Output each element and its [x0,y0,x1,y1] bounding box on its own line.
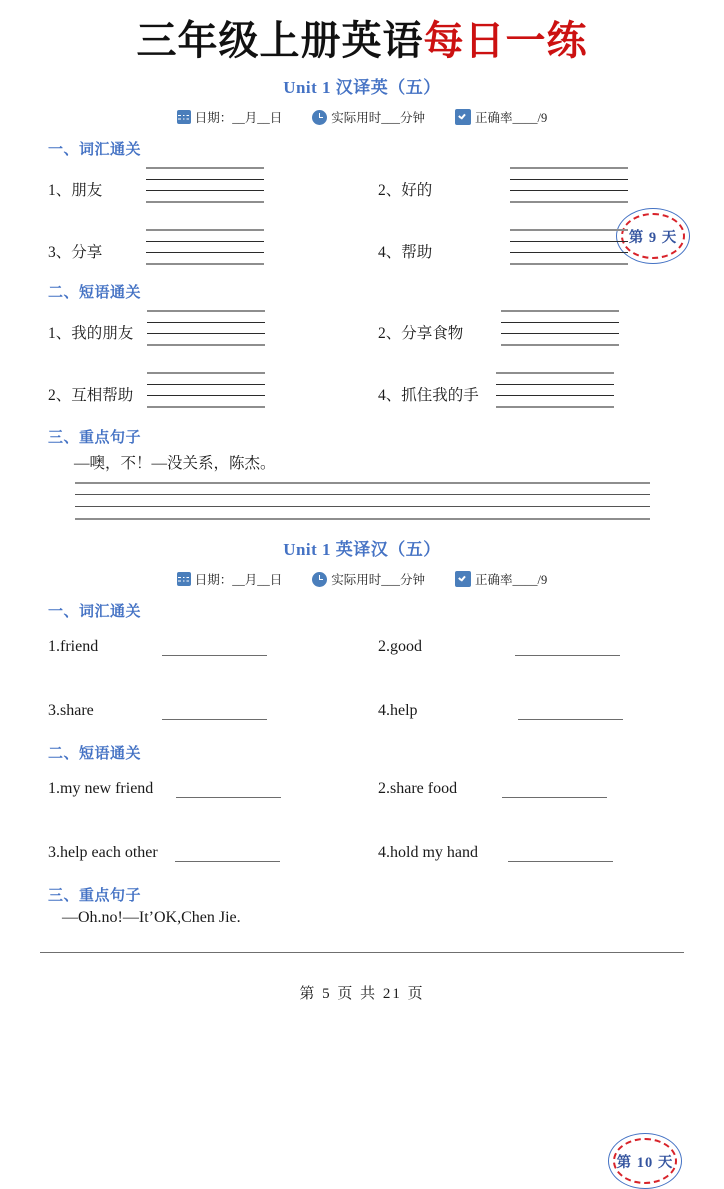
date-label: 日期：__月__日 [194,573,283,587]
sentence-text: —噢，不！—没关系，陈杰。 [74,455,276,472]
part-vocabulary-2 [0,600,724,720]
part-heading: 三、重点句子 [48,429,142,446]
part-phrases-2 [0,742,724,862]
item-label: 3.help each other [48,844,158,861]
writing-guide[interactable] [510,161,628,205]
writing-guide[interactable] [510,223,628,267]
calendar-icon [177,110,191,124]
meta-time [312,108,425,126]
calendar-icon [177,572,191,586]
answer-blank[interactable] [175,835,280,862]
item-cell [378,693,698,720]
answer-blank[interactable] [515,629,620,656]
item-label: 1、我的朋友 [48,325,134,342]
footer-divider [40,952,684,953]
item-cell [48,771,378,798]
date-label: 日期：__月__日 [194,111,283,125]
item-row [0,161,724,205]
check-box-icon [455,571,471,587]
meta-accuracy [455,570,547,588]
item-cell [378,366,698,410]
item-cell [48,629,378,656]
accuracy-label: 正确率____/9 [475,573,548,587]
page-title [0,0,724,64]
item-cell [378,771,698,798]
clock-icon [312,110,327,125]
meta-date [177,570,283,588]
page-title-red: 每日一练 [423,18,588,63]
check-box-icon [455,109,471,125]
part-heading: 三、重点句子 [48,887,142,904]
item-row [0,835,724,862]
part-sentence-2 [0,884,724,927]
page-number: 第 5 页 共 21 页 [299,986,425,1002]
item-row [0,366,724,410]
answer-blank[interactable] [176,771,281,798]
part-phrases-1 [0,281,724,410]
answer-blank[interactable] [502,771,607,798]
item-label: 2.good [378,638,422,655]
part-heading: 一、词汇通关 [48,141,142,158]
sentence-text: —Oh.no!—It’OK,Chen Jie. [62,909,241,926]
item-cell [378,835,698,862]
writing-guide[interactable] [146,223,264,267]
clock-icon [312,572,327,587]
item-row [0,693,724,720]
item-label: 1、朋友 [48,182,103,199]
meta-date [177,108,283,126]
item-label: 4、抓住我的手 [378,387,479,404]
day-stamp [608,1133,682,1189]
stamp-text: 第 10 天 [616,1154,674,1171]
item-cell [48,693,378,720]
item-cell [48,304,378,348]
item-label: 3.share [48,702,94,719]
unit-heading: Unit 1 英译汉（五） [283,540,441,559]
item-cell [48,366,378,410]
answer-blank[interactable] [162,629,267,656]
time-label: 实际用时___分钟 [331,573,426,587]
meta-row [0,570,724,588]
part-heading: 二、短语通关 [48,745,142,762]
part-sentence-1 [0,426,724,523]
unit-section-1 [0,73,724,523]
writing-guide-wide[interactable] [75,479,650,523]
item-label: 4、帮助 [378,244,433,261]
item-label: 4.help [378,702,418,719]
writing-guide[interactable] [147,366,265,410]
page-title-black: 三年级上册英语 [136,18,424,63]
stamp-text: 第 9 天 [628,229,678,246]
writing-guide[interactable] [146,161,264,205]
meta-time [312,570,425,588]
item-cell [48,161,378,205]
item-label: 1.my new friend [48,780,154,797]
part-vocabulary-1 [0,138,724,267]
meta-accuracy [455,108,547,126]
item-cell [378,629,698,656]
item-label: 3、分享 [48,244,103,261]
item-label: 2、互相帮助 [48,387,134,404]
part-heading: 二、短语通关 [48,284,142,301]
item-label: 2.share food [378,780,458,797]
meta-row [0,108,724,126]
unit-heading: Unit 1 汉译英（五） [283,78,441,97]
item-cell [48,223,378,267]
accuracy-label: 正确率____/9 [475,111,548,125]
item-label: 2、好的 [378,182,433,199]
item-label: 1.friend [48,638,99,655]
part-heading: 一、词汇通关 [48,603,142,620]
item-label: 4.hold my hand [378,844,478,861]
answer-blank[interactable] [508,835,613,862]
item-label: 2、分享食物 [378,325,464,342]
item-row [0,629,724,656]
item-row [0,223,724,267]
writing-guide[interactable] [496,366,614,410]
item-row [0,771,724,798]
time-label: 实际用时___分钟 [331,111,426,125]
answer-blank[interactable] [162,693,267,720]
writing-guide[interactable] [501,304,619,348]
item-cell [378,161,698,205]
answer-blank[interactable] [518,693,623,720]
item-cell [48,835,378,862]
item-row [0,304,724,348]
writing-guide[interactable] [147,304,265,348]
item-cell [378,304,698,348]
